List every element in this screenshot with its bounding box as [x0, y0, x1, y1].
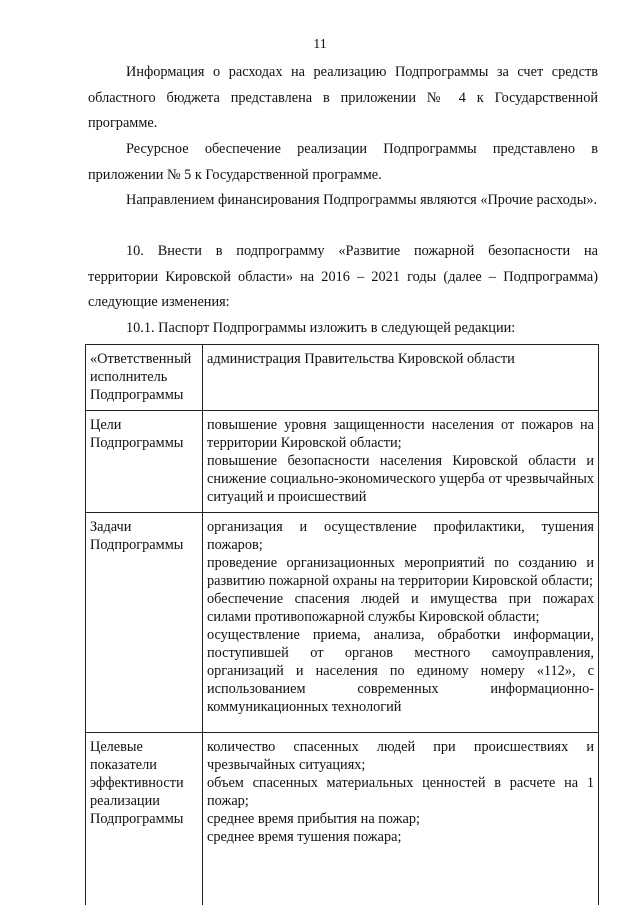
- row-value-goals: [203, 411, 599, 513]
- row-label-indicators: Целевые показатели эффективности реализации Подпрограммы: [86, 733, 203, 905]
- table-row-responsible: [86, 345, 599, 411]
- row-item: среднее время прибытия на пожар;: [207, 811, 421, 827]
- row-label-goals: Цели Подпрограммы: [86, 411, 203, 513]
- row-item: повышение уровня защищенности населения от пожаров на территории Кировской области;: [207, 417, 594, 451]
- row-item: администрация Правительства Кировской области: [207, 351, 515, 367]
- row-item: проведение организационных мероприятий по созданию и развитию пожарной охраны на территории Кировской области;: [207, 555, 594, 589]
- paragraph-financing-direction: Направлением финансирования Подпрограммы являются «Прочие расходы».: [126, 192, 598, 208]
- table-row-tasks: [86, 513, 599, 733]
- row-value-tasks: [203, 513, 599, 733]
- paragraph-expenses-info: Информация о расходах на реализацию Подпрограммы за счет средств областного бюджета представлена в приложении № 4 к Государственной программе.: [88, 64, 598, 131]
- subprogram-passport-table: [85, 344, 599, 905]
- row-item: объем спасенных материальных ценностей в расчете на 1 пожар;: [207, 775, 594, 809]
- row-label-tasks: Задачи Подпрограммы: [86, 513, 203, 733]
- table-row-goals: [86, 411, 599, 513]
- table-row-indicators: [86, 733, 599, 905]
- row-item: повышение безопасности населения Кировской области и снижение социально-экономического ущерба от чрезвычайных ситуаций и происшествий: [207, 453, 594, 505]
- paragraph-resource-support: Ресурсное обеспечение реализации Подпрограммы представлено в приложении № 5 к Государственной программе.: [88, 141, 598, 183]
- paragraph-passport-intro: 10.1. Паспорт Подпрограммы изложить в следующей редакции:: [126, 320, 516, 336]
- row-item: количество спасенных людей при происшествиях и чрезвычайных ситуациях;: [207, 739, 594, 773]
- row-value-indicators: [203, 733, 599, 905]
- row-item: осуществление приема, анализа, обработки информации, поступившей от органов местного самоуправления, организаций и населения по единому номеру «112», с использованием современных информационно-коммуникационных технологий: [207, 627, 594, 715]
- page-number: 11: [313, 37, 327, 52]
- row-item: обеспечение спасения людей и имущества при пожарах силами противопожарной службы Кировской области;: [207, 591, 594, 625]
- row-item: организация и осуществление профилактики, тушения пожаров;: [207, 519, 594, 553]
- row-item: среднее время тушения пожара;: [207, 829, 402, 845]
- paragraph-amendment-intro: 10. Внести в подпрограмму «Развитие пожарной безопасности на территории Кировской области» на 2016 – 2021 годы (далее – Подпрограмма) следующие изменения:: [88, 243, 598, 310]
- row-label-responsible: «Ответственный исполнитель Подпрограммы: [86, 345, 203, 411]
- row-value-responsible: [203, 345, 599, 411]
